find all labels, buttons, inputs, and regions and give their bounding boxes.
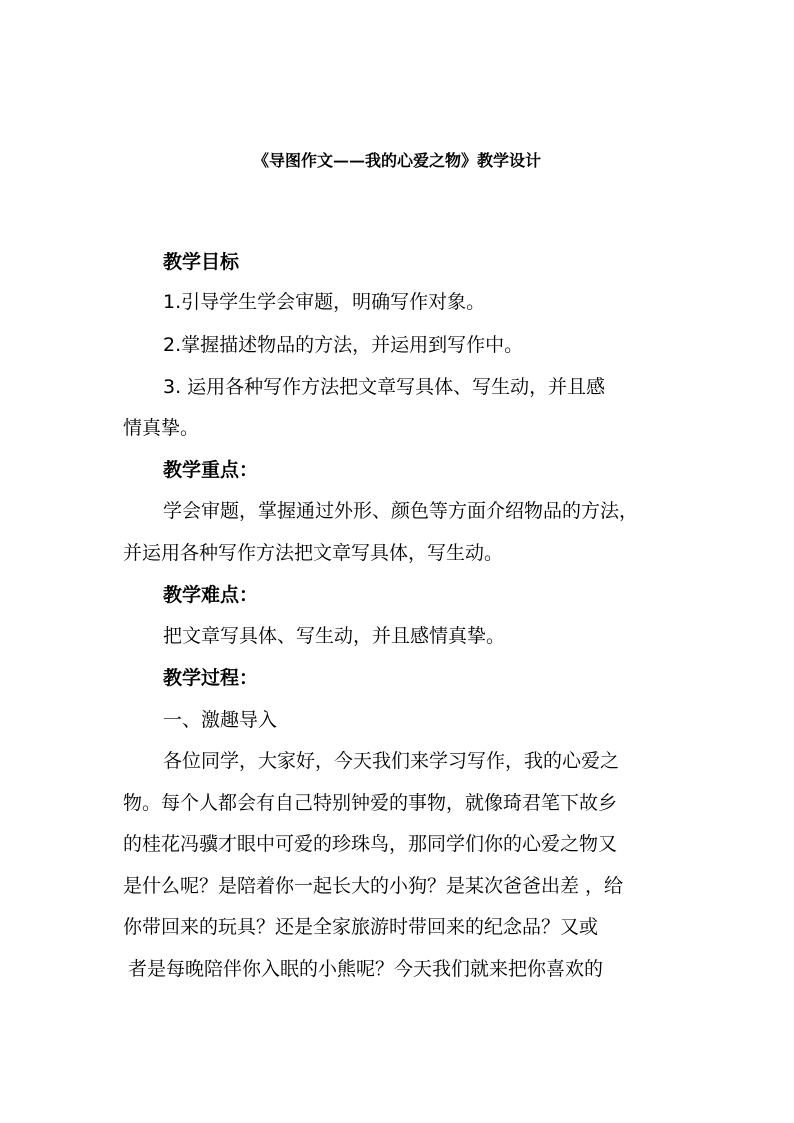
goal-item-3: 3. 运用各种写作方法把文章写具体、写生动，并且感 [163,376,606,398]
paragraph-line-3: 的桂花冯骥才眼中可爱的珍珠鸟，那同学们你的心爱之物又 [123,833,618,855]
heading-key-points: 教学重点： [163,459,259,481]
paragraph-line-4: 是什么呢？是陪着你一起长大的小狗？是某次爸爸出差 ，给 [123,875,624,897]
paragraph-line-1: 各位同学，大家好，今天我们来学习写作，我的心爱之 [163,750,620,772]
heading-teaching-process: 教学过程： [163,667,259,689]
paragraph-line-6: 者是每晚陪伴你入眠的小熊呢？今天我们就来把你喜欢的 [128,958,604,980]
difficulties-text: 把文章写具体、写生动，并且感情真挚。 [163,625,506,647]
goal-item-1: 1.引导学生学会审题，明确写作对象。 [163,291,486,313]
heading-teaching-goals: 教学目标 [163,251,240,273]
paragraph-line-2: 物。每个人都会有自己特别钟爱的事物，就像琦君笔下故乡 [123,792,618,814]
goal-item-2: 2.掌握描述物品的方法，并运用到写作中。 [163,334,524,356]
key-points-text: 学会审题，掌握通过外形、颜色等方面介绍物品的方法， [163,500,639,522]
section-intro-heading: 一、激趣导入 [163,709,278,731]
document-title: 《导图作文——我的心爱之物》教学设计 [252,151,541,170]
heading-difficulties: 教学难点： [163,584,259,606]
paragraph-line-5: 你带回来的玩具？还是全家旅游时带回来的纪念品？又或 [123,916,599,938]
key-points-text-continued: 并运用各种写作方法把文章写具体，写生动。 [123,542,504,564]
goal-item-3-continued: 情真挚。 [123,417,200,439]
